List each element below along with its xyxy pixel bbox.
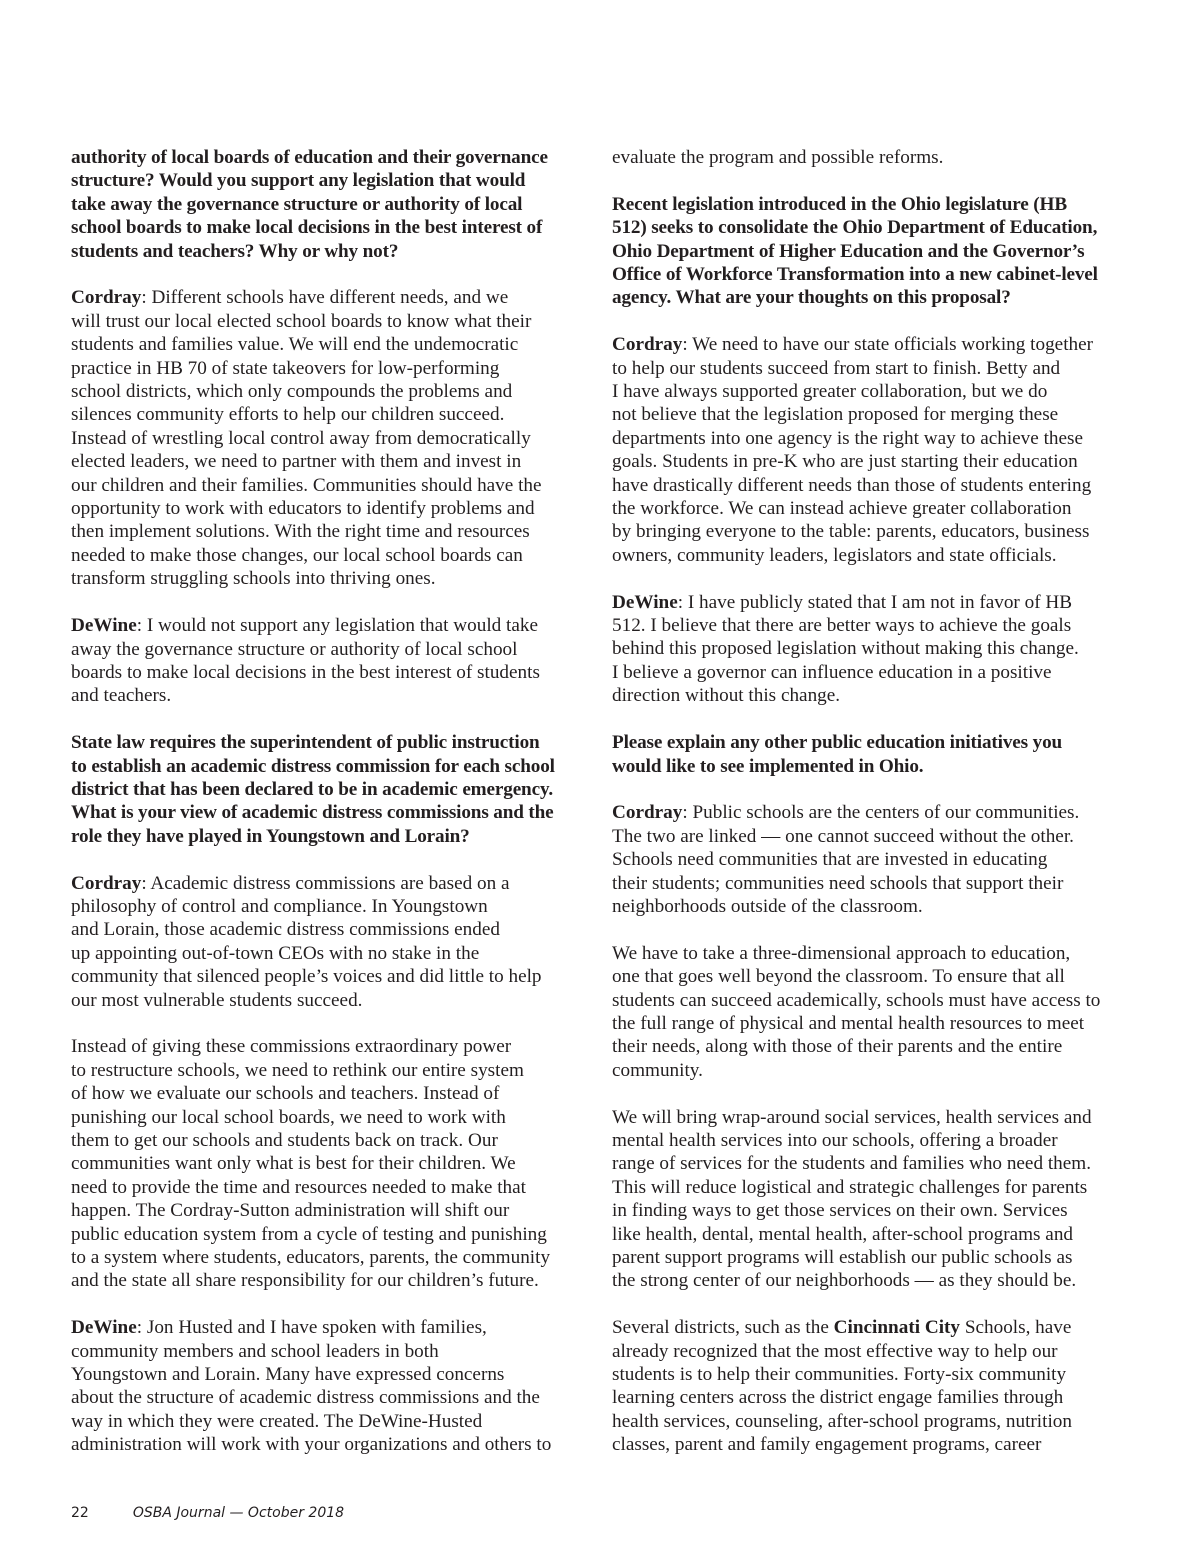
speaker-name: Cordray	[612, 802, 683, 824]
answer-initiatives-paragraph-3: We will bring wrap-around social services, health services and mental health services into our schools, offering a broader range of services for the students and families who need them. This will reduce logistical and strategic challenges for parents in finding ways to get those services on their own. Services like health, dental, mental health, after-school programs and parent support programs will establish our public schools as the strong center of our neighborhoods — as they should be.	[612, 1106, 1092, 1292]
answer-text: : Public schools are the centers of our communities. The two are linked — one cannot succeed without the other. Schools need communities that are invested in educating their students; communities need schools that support their neighborhoods outside of the classroom.	[612, 802, 1080, 917]
answer-cordray-distress	[71, 872, 593, 1012]
answer-text: : Academic distress commissions are based on a philosophy of control and compliance. In Youngstown and Lorain, those academic distress commissions ended up appointing out-of-town CEOs with no stake in the community that silenced people’s voices and did little to help our most vulnerable students succeed.	[71, 872, 542, 1011]
speaker-name: DeWine	[612, 591, 678, 613]
speaker-name: Cordray	[71, 872, 142, 894]
speaker-name: DeWine	[71, 1317, 137, 1339]
answer-text: : I have publicly stated that I am not in favor of HB 512. I believe that there are better ways to achieve the goals behind this proposed legislation without making this change. I believe a governor can influence education in a positive direction without this change.	[612, 591, 1079, 707]
paragraph-text: Schools, have already recognized that the most effective way to help our students is to help their communities. Forty-six community learning centers across the district engage families through health services, counseling, after-school programs, nutrition classes, parent and family engagement programs, career	[612, 1317, 1072, 1456]
question-distress-commission: State law requires the superintendent of public instruction to establish an academic distress commission for each school district that has been declared to be in academic emergency. What is your view of academic distress commissions and the role they have played in Youngstown and Lorain?	[71, 732, 555, 847]
answer-text: : Different schools have different needs, and we will trust our local elected school boards to know what their students and families value. We will end the undemocratic practice in HB 70 of state takeovers for low-performing school districts, which only compounds the problems and silences community efforts to help our children succeed. Instead of wrestling local control away from democratically elected leaders, we need to partner with them and invest in our children and their families. Communities should have the opportunity to work with educators to identify problems and then implement solutions. With the right time and resources needed to make those changes, our local school boards can transform struggling schools into thriving ones.	[71, 287, 542, 590]
answer-dewine-governance	[71, 614, 593, 708]
answer-initiatives-paragraph-2: We have to take a three-dimensional approach to education, one that goes well beyond the classroom. To ensure that all students can succeed academically, schools must have access to the full range of physical and mental health resources to meet their needs, along with those of their parents and the entire community.	[612, 942, 1101, 1081]
answer-cordray-initiatives	[612, 801, 1132, 918]
answer-cordray-distress-continued: Instead of giving these commissions extraordinary power to restructure schools, we need to rethink our entire system of how we evaluate our schools and teachers. Instead of punishing our local school boards, we need to work with them to get our schools and students back on track. Our communities want only what is best for their children. We need to provide the time and resources needed to make that happen. The Cordray-Sutton administration will shift our public education system from a cycle of testing and punishing to a system where students, educators, parents, the community and the state all share responsibility for our children’s future.	[71, 1036, 551, 1292]
answer-text: : Jon Husted and I have spoken with families, community members and school leaders in both Youngstown and Lorain. Many have expressed concerns about the structure of academic distress commissions and the way in which they were created. The DeWine-Husted administration will work with your organizations and others to	[71, 1317, 552, 1456]
district-name: Cincinnati City	[833, 1317, 961, 1339]
speaker-name: Cordray	[612, 334, 683, 356]
question-hb512: Recent legislation introduced in the Ohio legislature (HB 512) seeks to consolidate the Ohio Department of Education, Ohio Department of Higher Education and the Governor’s Office of Workforce Transformation into a new cabinet-level agency. What are your thoughts on this proposal?	[612, 193, 1098, 309]
answer-text: : I would not support any legislation that would take away the governance structure or authority of local school boards to make local decisions in the best interest of students and teachers.	[71, 615, 540, 707]
answer-initiatives-paragraph-4	[612, 1316, 1132, 1456]
answer-dewine-distress	[71, 1316, 593, 1456]
left-column	[71, 146, 593, 1480]
answer-text: : We need to have our state officials working together to help our students succeed from start to finish. Betty and I have always supported greater collaboration, but we do not believe that the legislation proposed for merging these departments into one agency is the right way to achieve these goals. Students in pre-K who are just starting their education have drastically different needs than those of students entering the workforce. We can instead achieve greater collaboration by bringing everyone to the table: parents, educators, business owners, community leaders, legislators and state officials.	[612, 334, 1094, 566]
question-governance: authority of local boards of education and their governance structure? Would you support any legislation that would take away the governance structure or authority of local school boards to make local decisions in the best interest of students and teachers? Why or why not?	[71, 147, 548, 262]
speaker-name: Cordray	[71, 287, 142, 309]
speaker-name: DeWine	[71, 615, 137, 637]
journal-title: OSBA Journal — October 2018	[132, 1505, 345, 1521]
page-number: 22	[71, 1505, 89, 1521]
answer-dewine-hb512	[612, 591, 1132, 708]
answer-dewine-distress-continued: evaluate the program and possible reforms.	[612, 147, 944, 168]
page-footer	[71, 1505, 344, 1521]
paragraph-text: Several districts, such as the	[612, 1317, 834, 1339]
question-other-initiatives: Please explain any other public education initiatives you would like to see implemented in Ohio.	[612, 732, 1063, 777]
right-column	[612, 146, 1132, 1480]
answer-cordray-governance	[71, 286, 593, 590]
answer-cordray-hb512	[612, 333, 1132, 567]
